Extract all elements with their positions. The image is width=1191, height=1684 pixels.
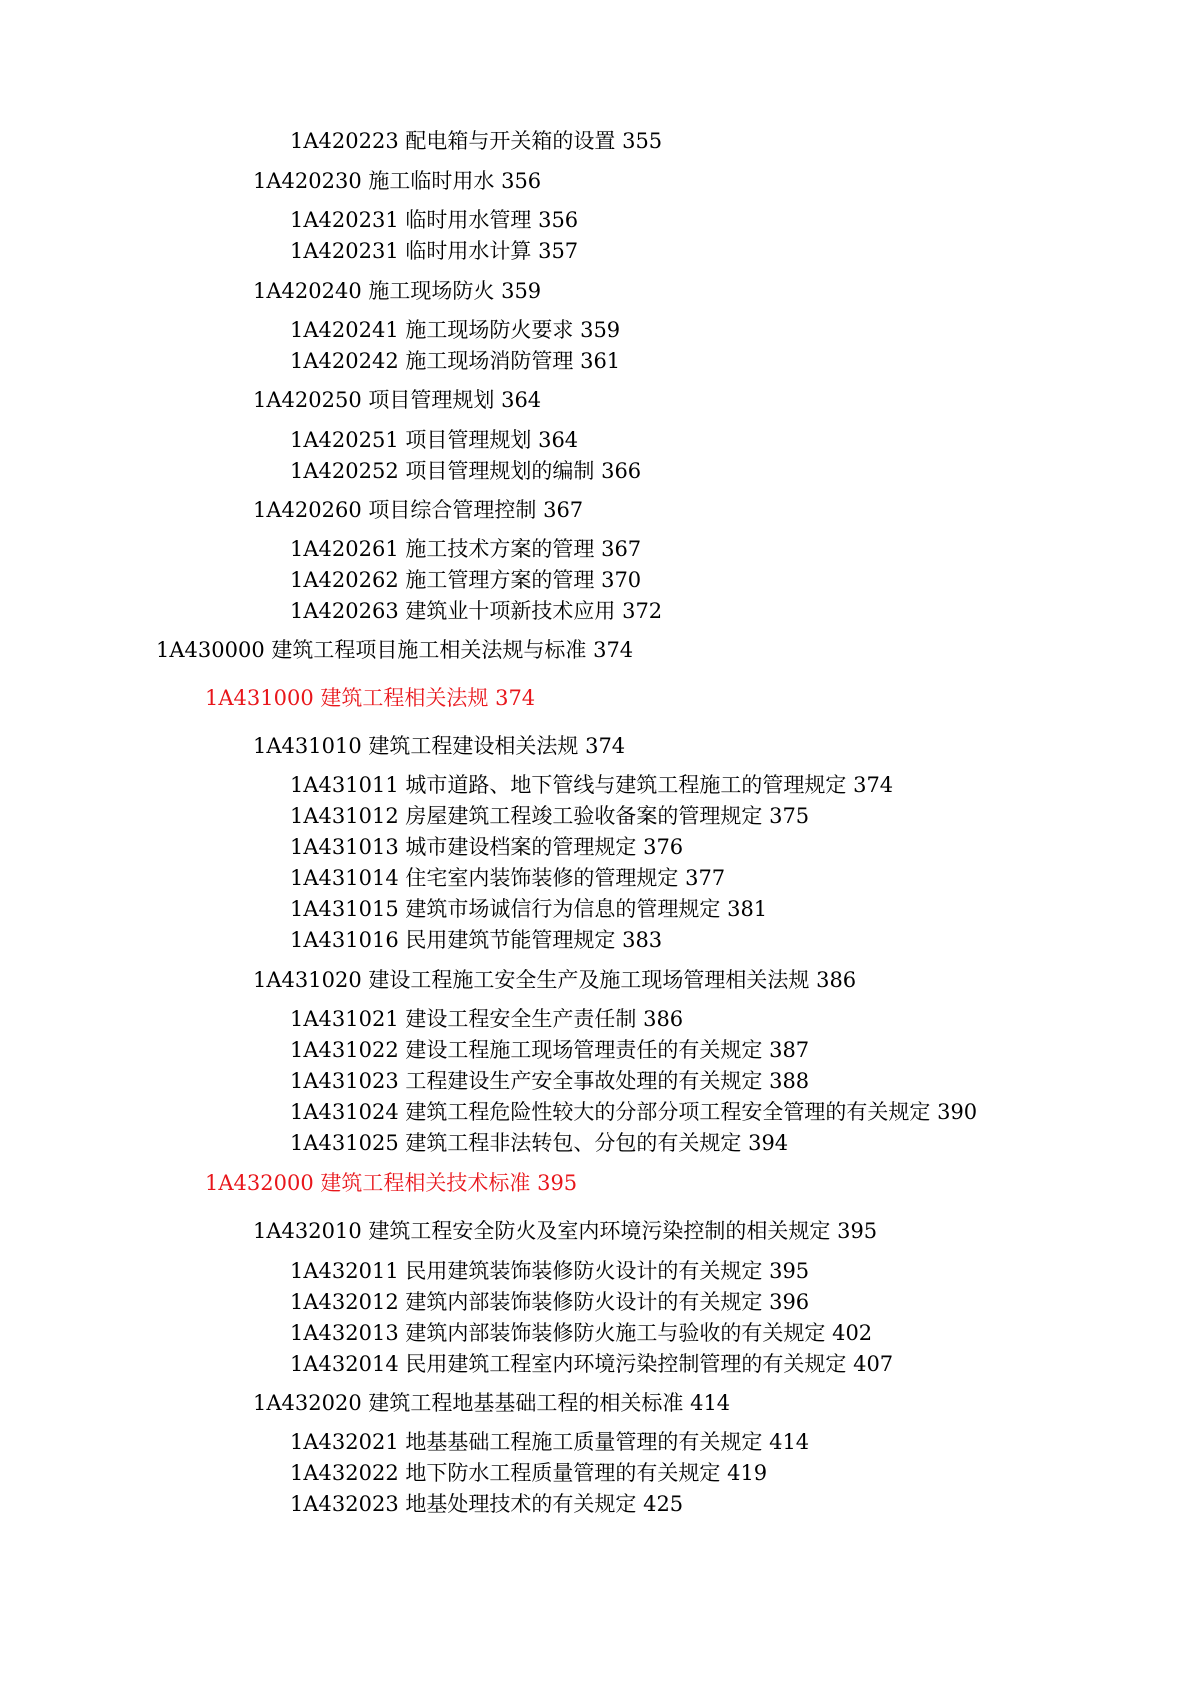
entry-code: 1A431023 — [290, 1069, 399, 1093]
entry-title: 民用建筑装饰装修防火设计的有关规定 — [405, 1259, 763, 1283]
entry-page-number: 395 — [769, 1259, 810, 1283]
entry-code: 1A420241 — [290, 318, 399, 342]
entry-code: 1A431011 — [290, 773, 399, 797]
toc-entry[interactable] — [290, 1491, 683, 1517]
toc-entry[interactable] — [253, 967, 856, 993]
entry-code: 1A432022 — [290, 1461, 399, 1485]
entry-code: 1A420260 — [253, 498, 362, 522]
toc-entry[interactable] — [253, 497, 583, 523]
toc-entry[interactable] — [290, 1130, 788, 1156]
entry-page-number: 367 — [543, 498, 584, 522]
toc-entry[interactable] — [290, 1289, 809, 1315]
entry-page-number: 374 — [585, 734, 626, 758]
toc-chapter-entry[interactable] — [156, 637, 633, 663]
entry-title: 施工管理方案的管理 — [405, 568, 595, 592]
entry-code: 1A420242 — [290, 349, 399, 373]
entry-title: 临时用水管理 — [405, 208, 532, 232]
entry-page-number: 370 — [601, 568, 642, 592]
toc-entry[interactable] — [290, 567, 641, 593]
entry-title: 地基基础工程施工质量管理的有关规定 — [405, 1430, 763, 1454]
entry-page-number: 425 — [643, 1492, 684, 1516]
entry-page-number: 396 — [769, 1290, 810, 1314]
toc-entry[interactable] — [253, 1390, 730, 1416]
entry-page-number: 367 — [601, 537, 642, 561]
toc-entry[interactable] — [290, 427, 578, 453]
toc-entry[interactable] — [253, 1218, 877, 1244]
entry-title: 建筑工程相关法规 — [320, 686, 489, 710]
entry-page-number: 386 — [816, 968, 857, 992]
entry-page-number: 374 — [495, 686, 536, 710]
toc-entry[interactable] — [290, 865, 725, 891]
entry-code: 1A432011 — [290, 1259, 399, 1283]
entry-title: 工程建设生产安全事故处理的有关规定 — [405, 1069, 763, 1093]
entry-title: 建筑工程建设相关法规 — [368, 734, 579, 758]
toc-entry[interactable] — [290, 128, 662, 154]
entry-title: 建筑工程危险性较大的分部分项工程安全管理的有关规定 — [405, 1100, 931, 1124]
entry-page-number: 376 — [643, 835, 684, 859]
entry-title: 建设工程施工现场管理责任的有关规定 — [405, 1038, 763, 1062]
entry-title: 地下防水工程质量管理的有关规定 — [405, 1461, 721, 1485]
entry-code: 1A420231 — [290, 208, 399, 232]
toc-entry[interactable] — [253, 733, 625, 759]
entry-title: 临时用水计算 — [405, 239, 532, 263]
toc-entry[interactable] — [290, 1429, 809, 1455]
entry-title: 施工现场防火 — [368, 279, 495, 303]
entry-title: 建筑工程安全防火及室内环境污染控制的相关规定 — [368, 1219, 831, 1243]
entry-code: 1A431024 — [290, 1100, 399, 1124]
entry-code: 1A431020 — [253, 968, 362, 992]
entry-code: 1A431014 — [290, 866, 399, 890]
entry-page-number: 419 — [727, 1461, 768, 1485]
toc-entry[interactable] — [290, 1006, 683, 1032]
toc-entry[interactable] — [290, 238, 578, 264]
entry-page-number: 355 — [622, 129, 663, 153]
entry-title: 项目管理规划 — [405, 428, 532, 452]
entry-code: 1A431025 — [290, 1131, 399, 1155]
entry-code: 1A431010 — [253, 734, 362, 758]
toc-entry[interactable] — [290, 1099, 977, 1125]
entry-title: 项目综合管理控制 — [368, 498, 537, 522]
entry-page-number: 375 — [769, 804, 810, 828]
entry-title: 建筑市场诚信行为信息的管理规定 — [405, 897, 721, 921]
entry-code: 1A420240 — [253, 279, 362, 303]
entry-title: 城市建设档案的管理规定 — [405, 835, 637, 859]
entry-page-number: 356 — [501, 169, 542, 193]
entry-code: 1A432010 — [253, 1219, 362, 1243]
entry-page-number: 381 — [727, 897, 768, 921]
toc-entry[interactable] — [290, 1258, 809, 1284]
entry-page-number: 364 — [538, 428, 579, 452]
toc-entry[interactable] — [290, 803, 809, 829]
entry-code: 1A420250 — [253, 388, 362, 412]
entry-page-number: 356 — [538, 208, 579, 232]
entry-page-number: 372 — [622, 599, 663, 623]
toc-entry[interactable] — [290, 348, 620, 374]
entry-title: 建筑内部装饰装修防火设计的有关规定 — [405, 1290, 763, 1314]
toc-entry[interactable] — [290, 536, 641, 562]
toc-entry[interactable] — [290, 1460, 767, 1486]
entry-page-number: 414 — [769, 1430, 810, 1454]
toc-entry[interactable] — [290, 1351, 893, 1377]
entry-title: 住宅室内装饰装修的管理规定 — [405, 866, 679, 890]
toc-entry[interactable] — [290, 458, 641, 484]
entry-code: 1A431015 — [290, 897, 399, 921]
entry-title: 建筑内部装饰装修防火施工与验收的有关规定 — [405, 1321, 826, 1345]
entry-code: 1A420223 — [290, 129, 399, 153]
entry-code: 1A432021 — [290, 1430, 399, 1454]
entry-title: 施工现场防火要求 — [405, 318, 574, 342]
entry-page-number: 366 — [601, 459, 642, 483]
entry-page-number: 359 — [501, 279, 542, 303]
entry-title: 施工技术方案的管理 — [405, 537, 595, 561]
entry-title: 城市道路、地下管线与建筑工程施工的管理规定 — [405, 773, 847, 797]
entry-title: 房屋建筑工程竣工验收备案的管理规定 — [405, 804, 763, 828]
entry-title: 项目管理规划 — [368, 388, 495, 412]
entry-page-number: 402 — [832, 1321, 873, 1345]
entry-page-number: 359 — [580, 318, 621, 342]
entry-title: 配电箱与开关箱的设置 — [405, 129, 616, 153]
entry-page-number: 394 — [748, 1131, 789, 1155]
entry-page-number: 374 — [853, 773, 894, 797]
entry-page-number: 390 — [937, 1100, 978, 1124]
entry-page-number: 414 — [690, 1391, 731, 1415]
toc-entry[interactable] — [290, 1320, 872, 1346]
entry-title: 民用建筑节能管理规定 — [405, 928, 616, 952]
entry-code: 1A431021 — [290, 1007, 399, 1031]
entry-code: 1A430000 — [156, 638, 265, 662]
entry-title: 建设工程安全生产责任制 — [405, 1007, 637, 1031]
toc-entry[interactable] — [253, 168, 541, 194]
entry-title: 民用建筑工程室内环境污染控制管理的有关规定 — [405, 1352, 847, 1376]
toc-entry[interactable] — [290, 834, 683, 860]
toc-entry[interactable] — [290, 207, 578, 233]
toc-entry[interactable] — [290, 1068, 809, 1094]
entry-page-number: 361 — [580, 349, 621, 373]
entry-title: 地基处理技术的有关规定 — [405, 1492, 637, 1516]
entry-code: 1A431022 — [290, 1038, 399, 1062]
toc-chapter-entry[interactable] — [205, 1170, 577, 1196]
entry-page-number: 388 — [769, 1069, 810, 1093]
entry-title: 施工现场消防管理 — [405, 349, 574, 373]
entry-code: 1A431012 — [290, 804, 399, 828]
entry-code: 1A432020 — [253, 1391, 362, 1415]
entry-page-number: 377 — [685, 866, 726, 890]
toc-entry[interactable] — [290, 598, 662, 624]
entry-title: 建筑业十项新技术应用 — [405, 599, 616, 623]
entry-code: 1A420230 — [253, 169, 362, 193]
entry-code: 1A420262 — [290, 568, 399, 592]
entry-code: 1A420231 — [290, 239, 399, 263]
entry-title: 建筑工程地基基础工程的相关标准 — [368, 1391, 684, 1415]
entry-title: 建设工程施工安全生产及施工现场管理相关法规 — [368, 968, 810, 992]
entry-page-number: 364 — [501, 388, 542, 412]
entry-code: 1A432000 — [205, 1171, 314, 1195]
entry-page-number: 387 — [769, 1038, 810, 1062]
entry-page-number: 383 — [622, 928, 663, 952]
toc-entry[interactable] — [290, 1037, 809, 1063]
entry-page-number: 374 — [593, 638, 634, 662]
entry-code: 1A431013 — [290, 835, 399, 859]
toc-entry[interactable] — [253, 278, 541, 304]
entry-code: 1A432012 — [290, 1290, 399, 1314]
toc-chapter-entry[interactable] — [205, 685, 535, 711]
entry-code: 1A432014 — [290, 1352, 399, 1376]
toc-entry[interactable] — [290, 772, 893, 798]
entry-page-number: 395 — [537, 1171, 578, 1195]
toc-entry[interactable] — [290, 317, 620, 343]
toc-entry[interactable] — [253, 387, 541, 413]
entry-code: 1A420251 — [290, 428, 399, 452]
toc-entry[interactable] — [290, 896, 767, 922]
entry-page-number: 407 — [853, 1352, 894, 1376]
entry-code: 1A432023 — [290, 1492, 399, 1516]
entry-code: 1A432013 — [290, 1321, 399, 1345]
entry-title: 施工临时用水 — [368, 169, 495, 193]
entry-code: 1A431016 — [290, 928, 399, 952]
entry-title: 建筑工程相关技术标准 — [320, 1171, 531, 1195]
toc-entry[interactable] — [290, 927, 662, 953]
entry-code: 1A420263 — [290, 599, 399, 623]
entry-code: 1A431000 — [205, 686, 314, 710]
entry-title: 建筑工程非法转包、分包的有关规定 — [405, 1131, 742, 1155]
entry-code: 1A420261 — [290, 537, 399, 561]
entry-page-number: 357 — [538, 239, 579, 263]
entry-page-number: 386 — [643, 1007, 684, 1031]
entry-title: 建筑工程项目施工相关法规与标准 — [271, 638, 587, 662]
entry-page-number: 395 — [837, 1219, 878, 1243]
entry-code: 1A420252 — [290, 459, 399, 483]
entry-title: 项目管理规划的编制 — [405, 459, 595, 483]
